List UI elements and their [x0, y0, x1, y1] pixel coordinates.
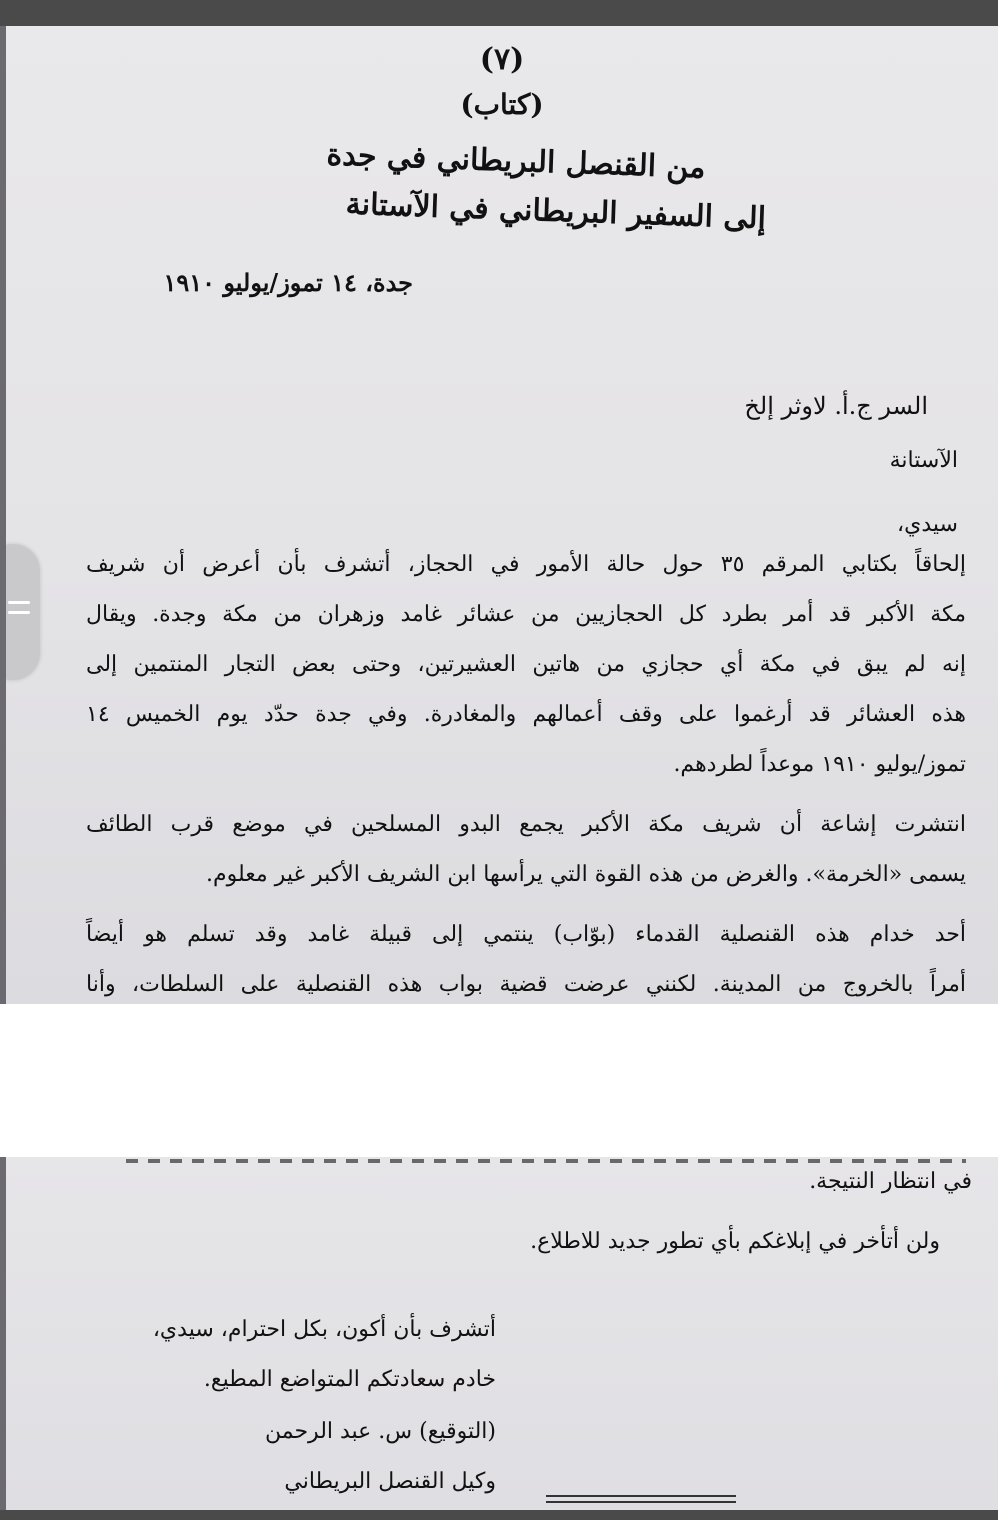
paragraph-3-line-2: أمراً بالخروج من المدينة. لكنني عرضت قضية بواب هذه القنصلية على السلطات، وأنا	[86, 972, 966, 997]
paragraph-1-line-3: إنه لم يبق في مكة أي حجازي من هاتين العشيرتين، وحتى بعض التجار المنتمين إلى	[86, 652, 966, 677]
document-kind: (كتاب)	[460, 88, 544, 121]
side-drawer-handle[interactable]	[0, 544, 40, 680]
document-page-bottom	[0, 1157, 998, 1510]
paragraph-3-line-1: أحد خدام هذه القنصلية القدماء (بوّاب) ينتمي إلى قبيلة غامد وقد تسلم هو أيضاً	[86, 922, 966, 947]
closing-line-2: خادم سعادتكم المتواضع المطيع.	[203, 1367, 496, 1392]
document-page-top	[0, 26, 998, 1004]
recipient-heading: إلى السفير البريطاني في الآستانة	[345, 186, 767, 237]
paragraph-2-line-2: يسمى «الخرمة». والغرض من هذه القوة التي يرأسها ابن الشريف الأكبر غير معلوم.	[206, 862, 966, 887]
top-dark-bar	[0, 0, 998, 26]
paragraph-2-line-1: انتشرت إشاعة أن شريف مكة الأكبر يجمع البدو المسلحين في موضع قرب الطائف	[86, 812, 966, 837]
paragraph-1-line-5: تموز/يوليو ١٩١٠ موعداً لطردهم.	[673, 752, 966, 777]
signatory-title: وكيل القنصل البريطاني	[284, 1469, 496, 1494]
paragraph-1-line-2: مكة الأكبر قد أمر بطرد كل الحجازيين من عشائر غامد وزهران من مكة وجدة. ويقال	[86, 602, 966, 627]
addressee: السر ج.أ. لاوثر إلخ	[744, 392, 928, 420]
salutation: سيدي،	[897, 512, 958, 537]
date-line: جدة، ١٤ تموز/يوليو ١٩١٠	[163, 268, 413, 297]
signature-line: (التوقيع) س. عبد الرحمن	[264, 1419, 496, 1444]
paragraph-1-line-4: هذه العشائر قد أرغموا على وقف أعمالهم والمغادرة. وفي جدة حدّد يوم الخميس ١٤	[86, 702, 966, 727]
bottom-rule-1	[546, 1495, 736, 1497]
paragraph-1-line-1: إلحاقاً بكتابي المرقم ٣٥ حول حالة الأمور في الحجاز، أتشرف بأن أعرض أن شريف	[86, 552, 967, 577]
addressee-place: الآستانة	[889, 448, 958, 473]
document-number: (٧)	[479, 42, 525, 77]
paragraph-3-end: في انتظار النتيجة.	[809, 1169, 972, 1194]
sender-heading: من القنصل البريطاني في جدة	[325, 137, 706, 186]
cut-text-remnant	[126, 1159, 966, 1163]
paragraph-4: ولن أتأخر في إبلاغكم بأي تطور جديد للاطلاع.	[530, 1229, 940, 1254]
bottom-dark-bar	[0, 1510, 998, 1520]
closing-line-1: أتشرف بأن أكون، بكل احترام، سيدي،	[152, 1317, 496, 1342]
bottom-rule-2	[546, 1501, 736, 1503]
